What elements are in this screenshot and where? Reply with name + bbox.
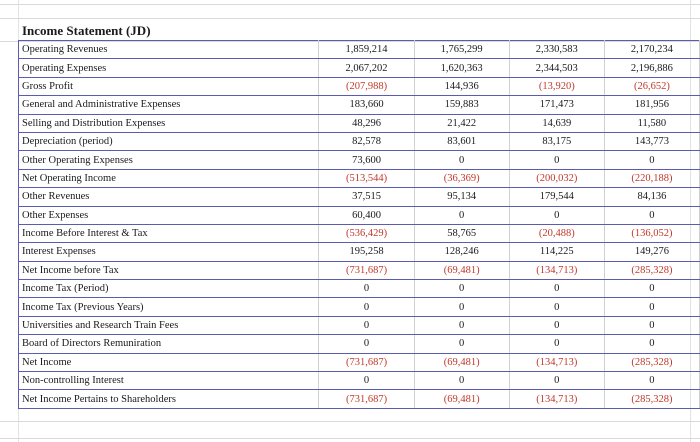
value-cell[interactable]: 1,859,214	[319, 41, 414, 59]
value-cell[interactable]: (207,988)	[319, 77, 414, 95]
value-cell[interactable]: 0	[319, 298, 414, 316]
row-label-cell[interactable]: Operating Expenses	[19, 59, 319, 77]
value-cell[interactable]: 114,225	[509, 243, 604, 261]
value-cell[interactable]: 73,600	[319, 151, 414, 169]
value-cell[interactable]: 83,175	[509, 132, 604, 150]
table-row	[19, 390, 700, 408]
value-cell[interactable]: 2,170,234	[604, 41, 699, 59]
value-cell[interactable]: (731,687)	[319, 390, 414, 408]
row-label-cell[interactable]: Gross Profit	[19, 77, 319, 95]
row-label-cell[interactable]: Operating Revenues	[19, 41, 319, 59]
value-cell[interactable]: 82,578	[319, 132, 414, 150]
value-cell[interactable]: (731,687)	[319, 261, 414, 279]
row-label-cell[interactable]: Universities and Research Train Fees	[19, 316, 319, 334]
value-cell[interactable]: 0	[509, 206, 604, 224]
row-label-cell[interactable]: Income Tax (Previous Years)	[19, 298, 319, 316]
value-cell[interactable]: (220,188)	[604, 169, 699, 187]
row-label-cell[interactable]: Net Income	[19, 353, 319, 371]
value-cell[interactable]: 21,422	[414, 114, 509, 132]
row-label-cell[interactable]: General and Administrative Expenses	[19, 96, 319, 114]
value-cell[interactable]: (20,488)	[509, 224, 604, 242]
row-label-cell[interactable]: Other Operating Expenses	[19, 151, 319, 169]
value-cell[interactable]: 179,544	[509, 188, 604, 206]
value-cell[interactable]: 0	[319, 316, 414, 334]
value-cell[interactable]: 0	[509, 280, 604, 298]
value-cell[interactable]: 0	[319, 335, 414, 353]
value-cell[interactable]: (26,652)	[604, 77, 699, 95]
table-row	[19, 59, 700, 77]
value-cell[interactable]: 2,344,503	[509, 59, 604, 77]
value-cell[interactable]: 37,515	[319, 188, 414, 206]
value-cell[interactable]: 0	[414, 372, 509, 390]
statement-title[interactable]: Income Statement (JD)	[22, 23, 151, 38]
value-cell[interactable]: (513,544)	[319, 169, 414, 187]
row-label-cell[interactable]: Net Income Pertains to Shareholders	[19, 390, 319, 408]
table-row	[19, 316, 700, 334]
value-cell[interactable]: 0	[319, 280, 414, 298]
row-label-cell[interactable]: Income Before Interest & Tax	[19, 224, 319, 242]
value-cell[interactable]: 0	[509, 298, 604, 316]
row-label-cell[interactable]: Net Income before Tax	[19, 261, 319, 279]
value-cell[interactable]: 0	[509, 151, 604, 169]
value-cell[interactable]: (134,713)	[509, 353, 604, 371]
value-cell[interactable]: (285,328)	[604, 261, 699, 279]
value-cell[interactable]: 0	[414, 151, 509, 169]
value-cell[interactable]: 0	[509, 372, 604, 390]
row-label-cell[interactable]: Board of Directors Remuniration	[19, 335, 319, 353]
value-cell[interactable]: (200,032)	[509, 169, 604, 187]
value-cell[interactable]: 0	[604, 206, 699, 224]
value-cell[interactable]: 2,330,583	[509, 41, 604, 59]
table-row	[19, 243, 700, 261]
value-cell[interactable]: (69,481)	[414, 353, 509, 371]
row-label-cell[interactable]: Other Revenues	[19, 188, 319, 206]
value-cell[interactable]: (731,687)	[319, 353, 414, 371]
value-cell[interactable]: 0	[604, 372, 699, 390]
value-cell[interactable]: 83,601	[414, 132, 509, 150]
value-cell[interactable]: (69,481)	[414, 261, 509, 279]
table-row	[19, 151, 700, 169]
income-statement-table	[18, 40, 700, 409]
value-cell[interactable]: 0	[414, 316, 509, 334]
value-cell[interactable]: 0	[509, 335, 604, 353]
table-row	[19, 41, 700, 59]
value-cell[interactable]: 58,765	[414, 224, 509, 242]
value-cell[interactable]: 1,620,363	[414, 59, 509, 77]
table-row	[19, 298, 700, 316]
value-cell[interactable]: 11,580	[604, 114, 699, 132]
grid-line	[0, 4, 700, 5]
value-cell[interactable]: 0	[509, 316, 604, 334]
value-cell[interactable]: (536,429)	[319, 224, 414, 242]
row-label-cell[interactable]: Depreciation (period)	[19, 132, 319, 150]
row-label-cell[interactable]: Income Tax (Period)	[19, 280, 319, 298]
value-cell[interactable]: 0	[319, 372, 414, 390]
value-cell[interactable]: 0	[414, 280, 509, 298]
value-cell[interactable]: 95,134	[414, 188, 509, 206]
value-cell[interactable]: (69,481)	[414, 390, 509, 408]
value-cell[interactable]: 181,956	[604, 96, 699, 114]
value-cell[interactable]: 0	[604, 316, 699, 334]
value-cell[interactable]: 84,136	[604, 188, 699, 206]
value-cell[interactable]: 195,258	[319, 243, 414, 261]
value-cell[interactable]: 183,660	[319, 96, 414, 114]
value-cell[interactable]: 128,246	[414, 243, 509, 261]
table-row	[19, 335, 700, 353]
table-row	[19, 261, 700, 279]
table-row	[19, 280, 700, 298]
row-label-cell[interactable]: Net Operating Income	[19, 169, 319, 187]
value-cell[interactable]: 2,196,886	[604, 59, 699, 77]
value-cell[interactable]: (285,328)	[604, 390, 699, 408]
value-cell[interactable]: 0	[414, 206, 509, 224]
grid-line	[0, 438, 700, 439]
table-row	[19, 132, 700, 150]
value-cell[interactable]: 0	[414, 335, 509, 353]
value-cell[interactable]: (36,369)	[414, 169, 509, 187]
row-label-cell[interactable]: Non-controlling Interest	[19, 372, 319, 390]
value-cell[interactable]: 171,473	[509, 96, 604, 114]
table-row	[19, 188, 700, 206]
row-label-cell[interactable]: Other Expenses	[19, 206, 319, 224]
row-label-cell[interactable]: Interest Expenses	[19, 243, 319, 261]
value-cell[interactable]: 14,639	[509, 114, 604, 132]
value-cell[interactable]: 149,276	[604, 243, 699, 261]
table-row	[19, 96, 700, 114]
value-cell[interactable]: 0	[604, 151, 699, 169]
table-row	[19, 372, 700, 390]
table-row	[19, 77, 700, 95]
value-cell[interactable]: 1,765,299	[414, 41, 509, 59]
value-cell[interactable]: 60,400	[319, 206, 414, 224]
grid-line	[0, 421, 700, 422]
value-cell[interactable]: (13,920)	[509, 77, 604, 95]
value-cell[interactable]: 0	[414, 298, 509, 316]
table-row	[19, 353, 700, 371]
value-cell[interactable]: 159,883	[414, 96, 509, 114]
value-cell[interactable]: (134,713)	[509, 261, 604, 279]
value-cell[interactable]: 0	[604, 298, 699, 316]
table-row	[19, 224, 700, 242]
table-row	[19, 114, 700, 132]
table-row	[19, 206, 700, 224]
value-cell[interactable]: 0	[604, 280, 699, 298]
title-row	[0, 18, 700, 42]
value-cell[interactable]: 144,936	[414, 77, 509, 95]
value-cell[interactable]: (136,052)	[604, 224, 699, 242]
value-cell[interactable]: (134,713)	[509, 390, 604, 408]
row-label-cell[interactable]: Selling and Distribution Expenses	[19, 114, 319, 132]
value-cell[interactable]: 143,773	[604, 132, 699, 150]
value-cell[interactable]: 2,067,202	[319, 59, 414, 77]
table-row	[19, 169, 700, 187]
value-cell[interactable]: 0	[604, 335, 699, 353]
value-cell[interactable]: 48,296	[319, 114, 414, 132]
value-cell[interactable]: (285,328)	[604, 353, 699, 371]
